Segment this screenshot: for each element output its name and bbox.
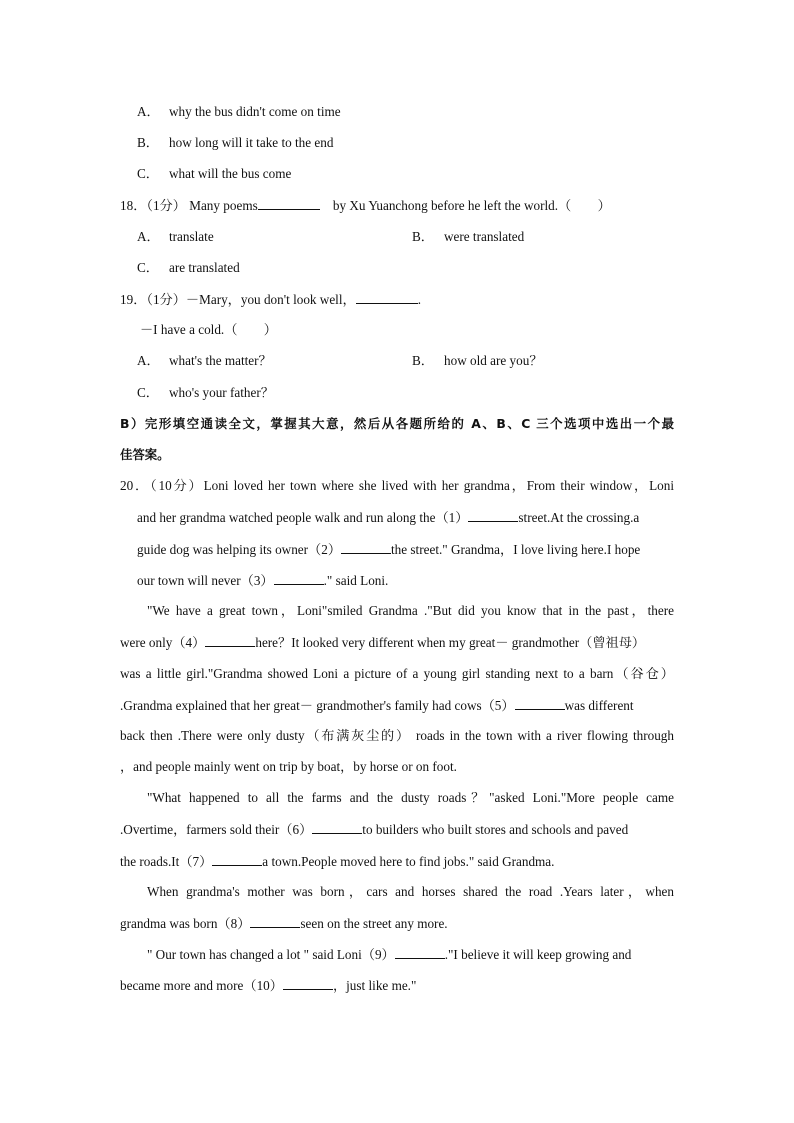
q18-stem-post: by Xu Yuanchong before he left the world.（ ）	[332, 198, 611, 213]
passage-text: .Grandma explained that her great－ grandmother's family had cows（5）	[120, 698, 515, 713]
passage-text: a town.People moved here to find jobs." said Grandma.	[262, 854, 555, 869]
answer-blank-10	[283, 976, 333, 990]
q20-line-16	[147, 945, 631, 964]
q20-line-3	[137, 540, 640, 559]
q20-line-7: was a little girl."Grandma showed Loni a picture of a young girl standing next to a barn（谷仓）	[120, 666, 674, 681]
answer-blank-1	[468, 508, 518, 522]
q18-stem	[120, 196, 611, 215]
option-letter: A．	[137, 104, 160, 119]
q18-option-b	[412, 228, 524, 246]
passage-text: " Our town has changed a lot " said Loni（9）	[147, 947, 395, 962]
option-text: are translated	[169, 260, 240, 275]
option-letter: A．	[137, 353, 160, 368]
passage-text: to builders who built stores and schools and paved	[362, 822, 629, 837]
passage-text: the street." Grandma，I love living here.I hope	[391, 542, 641, 557]
passage-text: were only（4）	[120, 635, 206, 650]
q20-line-17	[120, 976, 416, 995]
passage-text: became more and more（10）	[120, 978, 283, 993]
q17-option-b	[137, 134, 333, 152]
option-letter: B．	[412, 229, 434, 244]
option-letter: C．	[137, 166, 159, 181]
q20-line-4	[137, 571, 388, 590]
q20-line-8	[120, 696, 634, 715]
passage-text: guide dog was helping its owner（2）	[137, 542, 342, 557]
q17-option-c	[137, 165, 291, 183]
q19-option-a	[137, 352, 272, 370]
q17-option-a	[137, 103, 341, 121]
passage-text: here？It looked very different when my great－ grandmother（曾祖母）	[255, 635, 646, 650]
option-letter: C．	[137, 260, 159, 275]
q19-option-c	[137, 384, 274, 402]
passage-text: ，just like me."	[332, 978, 417, 993]
option-letter: B．	[412, 353, 434, 368]
answer-blank-3	[274, 571, 324, 585]
passage-text: .Overtime，farmers sold their（6）	[120, 822, 313, 837]
option-text: how old are you？	[444, 353, 543, 368]
answer-blank	[258, 196, 320, 210]
q20-line-2	[137, 508, 639, 527]
option-text: were translated	[444, 229, 525, 244]
q19-reply: －I have a cold.（ ）	[140, 322, 277, 337]
option-text: who's your father？	[169, 385, 274, 400]
passage-text: and her grandma watched people walk and run along the（1）	[137, 510, 469, 525]
option-letter: A．	[137, 229, 160, 244]
answer-blank-9	[395, 945, 445, 959]
passage-text: our town will never（3）	[137, 573, 274, 588]
answer-blank-8	[250, 914, 300, 928]
option-text: how long will it take to the end	[169, 135, 334, 150]
q20-line-14: When grandma's mother was born，cars and horses shared the road .Years later，when	[147, 884, 674, 899]
q20-line-5: "We have a great town，Loni"smiled Grandma ."But did you know that in the past，there	[147, 603, 674, 618]
option-letter: C．	[137, 385, 159, 400]
passage-text: the roads.It（7）	[120, 854, 213, 869]
answer-blank	[356, 290, 418, 304]
passage-text: ."I believe it will keep growing and	[444, 947, 632, 962]
q18-option-a	[137, 228, 214, 246]
option-letter: B．	[137, 135, 159, 150]
q20-line-6	[120, 633, 645, 652]
q20-line-13	[120, 852, 554, 871]
answer-blank-7	[212, 852, 262, 866]
passage-text: ." said Loni.	[323, 573, 389, 588]
option-text: why the bus didn't come on time	[169, 104, 341, 119]
option-text: what's the matter？	[169, 353, 272, 368]
q20-line-12	[120, 820, 628, 839]
q20-line-1: 20．（10分）Loni loved her town where she lived with her grandma，From their window，Loni	[120, 478, 674, 493]
q20-line-10: ，and people mainly went on trip by boat，by horse or on foot.	[120, 759, 457, 774]
q19-stem-post: .	[417, 292, 421, 307]
q20-line-11: "What happened to all the farms and the dusty roads？"asked Loni."More people came	[147, 790, 674, 805]
q20-line-15	[120, 914, 448, 933]
answer-blank-2	[341, 540, 391, 554]
q20-line-9: back then .There were only dusty（布满灰尘的） roads in the town with a river flowing through	[120, 728, 674, 743]
passage-text: street.At the crossing.a	[518, 510, 640, 525]
section-b-instructions-cont: 佳答案。	[120, 447, 170, 462]
q19-stem	[120, 290, 421, 309]
passage-text: grandma was born（8）	[120, 916, 251, 931]
q19-option-b	[412, 352, 543, 370]
answer-blank-6	[312, 820, 362, 834]
option-text: what will the bus come	[169, 166, 292, 181]
q18-stem-pre: 18．（1分） Many poems	[120, 198, 258, 213]
q18-option-c	[137, 259, 240, 277]
passage-text: seen on the street any more.	[300, 916, 448, 931]
q19-stem-pre: 19．（1分）－Mary，you don't look well，	[120, 292, 356, 307]
passage-text: was different	[564, 698, 634, 713]
section-b-instructions: B）完形填空通读全文，掌握其大意，然后从各题所给的 A、B、C 三个选项中选出一个最	[120, 416, 674, 431]
answer-blank-5	[515, 696, 565, 710]
option-text: translate	[169, 229, 214, 244]
answer-blank-4	[205, 633, 255, 647]
